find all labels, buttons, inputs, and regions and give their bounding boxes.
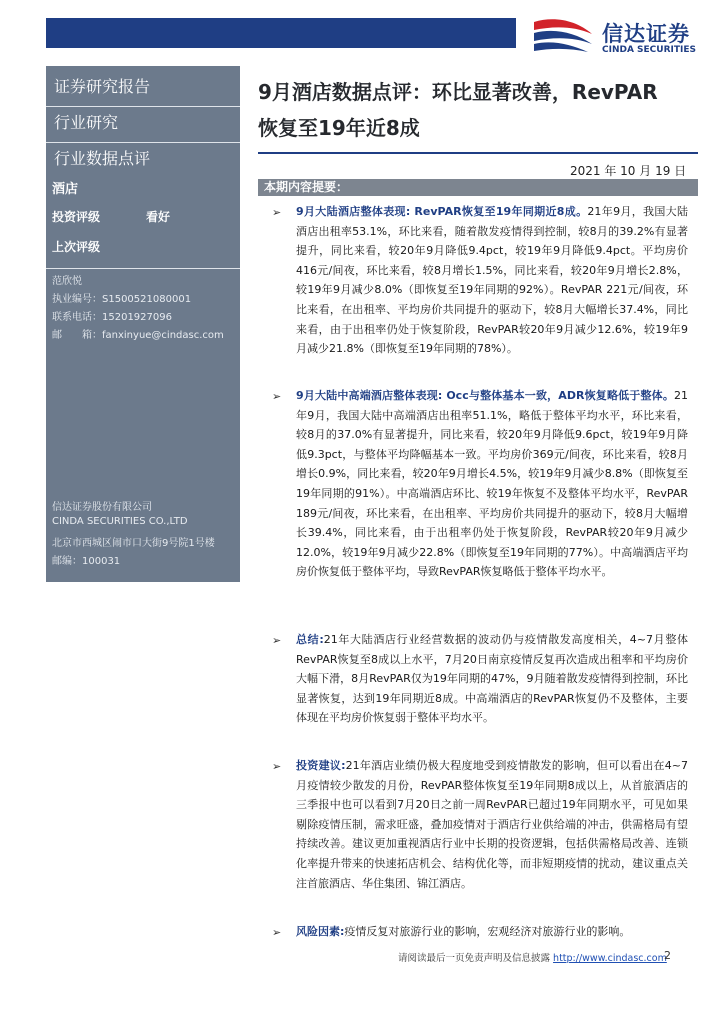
sidebar-industry: 酒店: [52, 182, 79, 197]
bullet-arrow-icon: ➢: [272, 206, 282, 219]
company-name-en: CINDA SECURITIES CO.,LTD: [52, 516, 188, 527]
title-divider: [258, 152, 698, 154]
bullet-arrow-icon: ➢: [272, 390, 282, 403]
paragraph-body: 21年9月，我国大陆中高端酒店出租率51.1%，略低于整体平均水平，环比来看，较8月的37.0%有显著提升，同比来看，较20年9月降低9.6pct，较19年9月降低9.3pct，与整体平均降幅基本一致。平均房价369元/间夜，环比来看，较8月增长0.9%，同比来看，较20年9月增长4.5%，较19年9月减少8.8%（即恢复至19年同期的91%）。中高端酒店环比、较19年恢复不及整体平均水平，RevPAR 189元/间夜，环比来看，在出租率、平均房价共同提升的驱动下，较8月大幅增长39.4%，同比来看，由于出租率仍处于恢复阶段，RevPAR较20年9月减少12.0%，较19年9月减少22.8%（即恢复至19年同期的77%）。中高端酒店平均房价恢复低于整体平均，导致RevPAR恢复略低于整体平均水平。: [296, 389, 688, 579]
sidebar-rating-label: 投资评级: [52, 210, 101, 224]
paragraph-lead: 9月大陆中高端酒店整体表现: Occ与整体基本一致，ADR恢复略低于整体。: [296, 389, 674, 402]
company-name-cn: 信达证券股份有限公司: [52, 502, 152, 513]
page-title-line1: 9月酒店数据点评：环比显著改善，RevPAR: [258, 80, 658, 104]
summary-header: 本期内容提要：: [258, 179, 698, 196]
sidebar-category-research: 行业研究: [54, 113, 119, 132]
paragraph-lead: 9月大陆酒店整体表现: RevPAR恢复至19年同期近8成。: [296, 205, 588, 218]
logo-text-en: CINDA SECURITIES: [602, 45, 696, 55]
analyst-email: 邮 箱：fanxinyue@cindasc.com: [52, 330, 224, 341]
paragraph-body: 21年酒店业绩仍极大程度地受到疫情散发的影响，但可以看出在4~7月疫情较少散发的月份，RevPAR整体恢复至19年同期8成以上，从首旅酒店的三季报中也可以看到7月20日之前一周RevPAR已超过19年同期水平，可见如果剔除疫情压制，需求旺盛，叠加疫情对于酒店行业供给端的冲击，供需格局有望持续改善。建议更加重视酒店行业中长期的投资逻辑，包括供需格局改善、连锁化率提升带来的快速拓店机会、结构优化等，而非短期疫情的扰动，建议重点关注首旅酒店、华住集团、锦江酒店。: [296, 759, 688, 890]
company-address: 北京市西城区闹市口大街9号院1号楼: [52, 538, 215, 549]
report-date: 2021 年 10 月 19 日: [570, 164, 687, 178]
sidebar: [46, 66, 240, 582]
analyst-name: 范欣悦: [52, 276, 82, 287]
cinda-logo-icon: [530, 14, 596, 54]
page-title-line2: 恢复至19年近8成: [258, 116, 420, 140]
paragraph-body: 21年大陆酒店行业经营数据的波动仍与疫情散发高度相关，4~7月整体RevPAR恢复至8成以上水平，7月20日南京疫情反复再次造成出租率和平均房价大幅下滑，8月RevPAR仅为19年同期的47%，9月随着散发疫情得到控制，环比显著恢复，达到19年同期近8成。中高端酒店的RevPAR恢复仍不及整体，主要体现在平均房价恢复弱于整体平均水平。: [296, 633, 688, 725]
sidebar-category-report: 证券研究报告: [54, 77, 151, 96]
summary-paragraph: [296, 386, 688, 582]
sidebar-divider: [46, 268, 240, 269]
summary-paragraph: [296, 922, 688, 942]
bullet-arrow-icon: ➢: [272, 634, 282, 647]
page-title: [258, 74, 698, 146]
summary-paragraph: [296, 202, 688, 359]
paragraph-body: 21年9月，我国大陆酒店出租率53.1%，环比来看，随着散发疫情得到控制，较8月的39.2%有显著提升，同比来看，较20年9月降低9.4pct，较19年9月降低9.4pct。平均房价416元/间夜，环比来看，较8月增长1.5%，同比来看，较20年9月增长2.8%，较19年9月减少8.0%（即恢复至19年同期的92%）。RevPAR 221元/间夜，环比来看，在出租率、平均房价共同提升的驱动下，较8月大幅增长37.4%，同比来看，由于出租率仍处于恢复阶段，RevPAR较20年9月减少12.6%，较19年9月减少21.8%（即恢复至19年同期的78%）。: [296, 205, 689, 356]
header-bar: [46, 18, 516, 48]
sidebar-rating-value: 看好: [146, 210, 171, 224]
footer-link[interactable]: http://www.cindasc.com: [553, 953, 667, 964]
logo-text-cn: 信达证券: [602, 22, 690, 46]
sidebar-prev-rating-label: 上次评级: [52, 240, 101, 254]
paragraph-lead: 投资建议:: [296, 759, 346, 772]
analyst-phone: 联系电话：15201927096: [52, 312, 172, 323]
company-postcode: 邮编：100031: [52, 556, 121, 567]
footer-disclaimer: [398, 950, 667, 964]
bullet-arrow-icon: ➢: [272, 926, 282, 939]
page-number: 2: [664, 949, 671, 962]
sidebar-category-review: 行业数据点评: [54, 149, 151, 168]
cinda-logo: [530, 12, 710, 58]
analyst-license: 执业编号：S1500521080001: [52, 294, 192, 305]
paragraph-lead: 总结:: [296, 633, 324, 646]
summary-paragraph: [296, 630, 688, 728]
paragraph-lead: 风险因素:: [296, 925, 345, 938]
paragraph-body: 疫情反复对旅游行业的影响，宏观经济对旅游行业的影响。: [344, 925, 631, 938]
bullet-arrow-icon: ➢: [272, 760, 282, 773]
summary-paragraph: [296, 756, 688, 893]
footer-text: 请阅读最后一页免责声明及信息披露: [398, 953, 551, 964]
